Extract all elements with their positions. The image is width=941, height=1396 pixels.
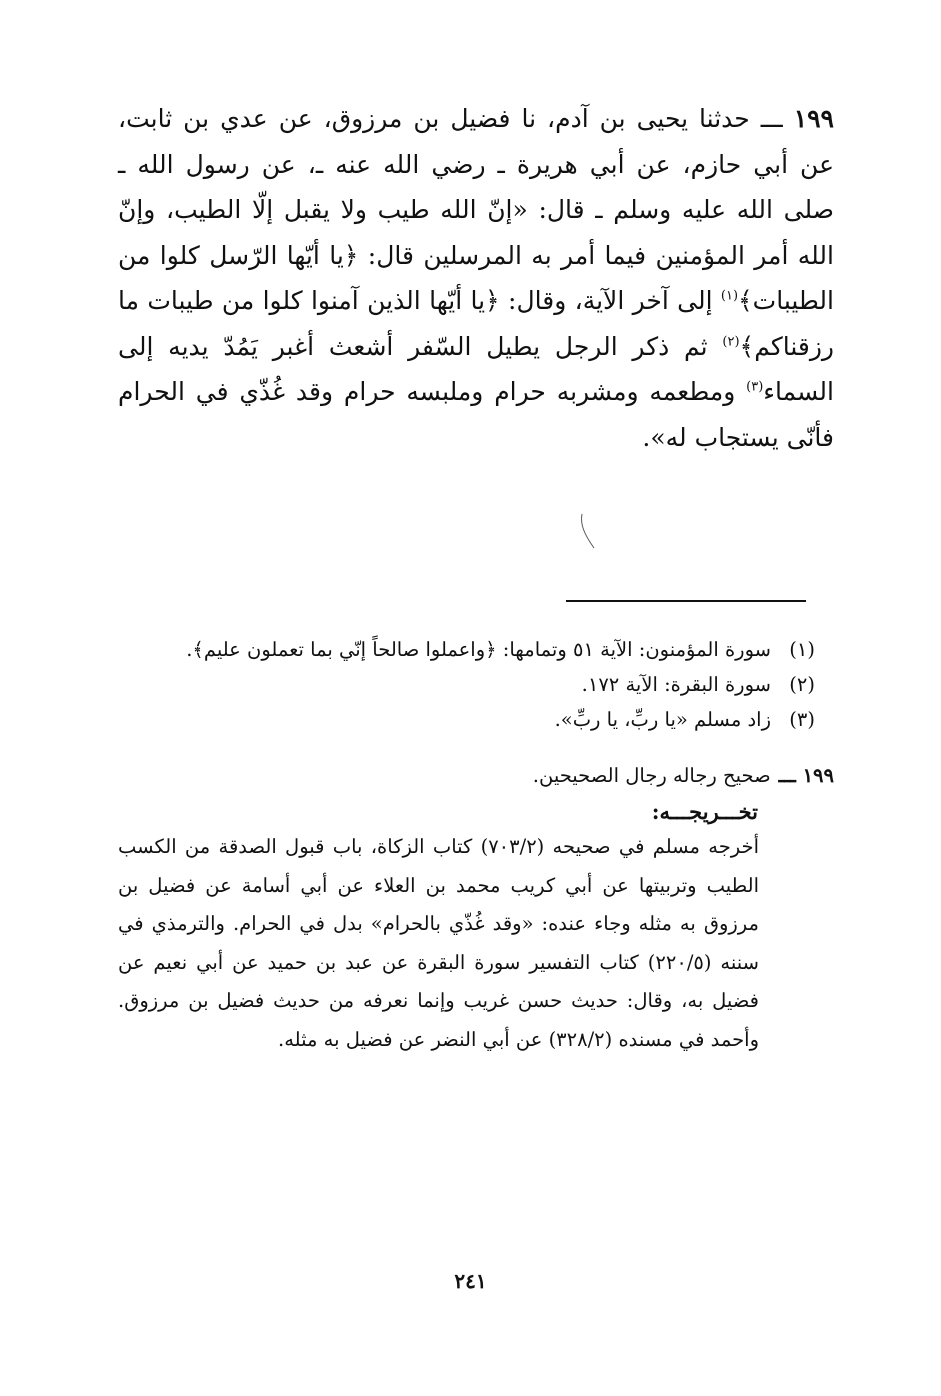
grading-text: صحيح رجاله رجال الصحيحين. bbox=[532, 764, 771, 787]
hadith-grading-line bbox=[118, 758, 834, 793]
footnote-3 bbox=[118, 702, 815, 737]
footnote-1 bbox=[118, 632, 815, 667]
hadith-text-part-4: ومطعمه ومشربه حرام وملبسه حرام وقد غُذّي في الحرام فأنّى يستجاب له». bbox=[118, 377, 834, 452]
footnote-number: (٣) bbox=[789, 708, 815, 731]
footnote-number: (٢) bbox=[789, 673, 815, 696]
hadith-text-part-2: إلى آخر الآية، وقال: ﴿يا أيّها الذين آمنوا كلوا من طيبات ما رزقناكم﴾ bbox=[118, 286, 834, 361]
page-number: ٢٤١ bbox=[454, 1269, 487, 1293]
footnote-ref-1: (١) bbox=[720, 288, 739, 304]
footnotes-block bbox=[118, 632, 815, 737]
takhrij-heading: تخـــريجـــه: bbox=[651, 799, 758, 824]
grading-number: ١٩٩ ـــ bbox=[778, 764, 834, 787]
footnote-text: سورة البقرة: الآية ١٧٢. bbox=[581, 673, 771, 696]
takhrij-paragraph: أخرجه مسلم في صحيحه (٧٠٣/٢) كتاب الزكاة، باب قبول الصدقة من الكسب الطيب وتربيتها عن أبي كريب محمد بن العلاء عن أبي أسامة عن فضيل بن مرزوق به مثله وجاء عنده: «وقد غُذّي بالحرام» بدل في الحرام. والترمذي في سننه (٢٢٠/٥) كتاب التفسير سورة البقرة عن عبد بن حميد عن أبي نعيم عن فضيل به، وقال: حديث حسن غريب وإنما نعرفه من حديث فضيل بن مرزوق. وأحمد في مسنده (٣٢٨/٢) عن أبي النضر عن فضيل به مثله. bbox=[118, 835, 760, 1051]
hadith-paragraph bbox=[118, 96, 834, 460]
stray-pen-mark bbox=[574, 512, 604, 552]
footnote-text: سورة المؤمنون: الآية ٥١ وتمامها: ﴿واعملوا صالحاً إنّي بما تعملون عليم﴾. bbox=[186, 638, 771, 661]
footnote-ref-3: (٣) bbox=[746, 379, 764, 395]
grading-note bbox=[118, 758, 834, 793]
footnote-2 bbox=[118, 667, 815, 702]
footnote-ref-2: (٢) bbox=[722, 334, 740, 350]
hadith-number: ١٩٩ bbox=[793, 104, 834, 133]
footnote-text: زاد مسلم «يا ربِّ، يا ربِّ». bbox=[554, 708, 771, 731]
footnote-number: (١) bbox=[789, 638, 815, 661]
hadith-dash: ـــ bbox=[749, 104, 794, 133]
hadith-text-part-1: حدثنا يحيى بن آدم، نا فضيل بن مرزوق، عن عدي بن ثابت، عن أبي حازم، عن أبي هريرة ـ رضي الله عنه ـ، عن رسول الله ـ صلى الله عليه وسلم ـ قال: «إنّ الله طيب ولا يقبل إلّا الطيب، وإنّ الله أمر المؤمنين فيما أمر به المرسلين قال: ﴿يا أيّها الرّسل كلوا من الطيبات﴾ bbox=[118, 104, 834, 315]
footnote-separator bbox=[566, 600, 806, 602]
hadith-text-part-3: ثم ذكر الرجل يطيل السّفر أشعث أغبر يَمُدّ يديه إلى السماء bbox=[118, 331, 834, 406]
